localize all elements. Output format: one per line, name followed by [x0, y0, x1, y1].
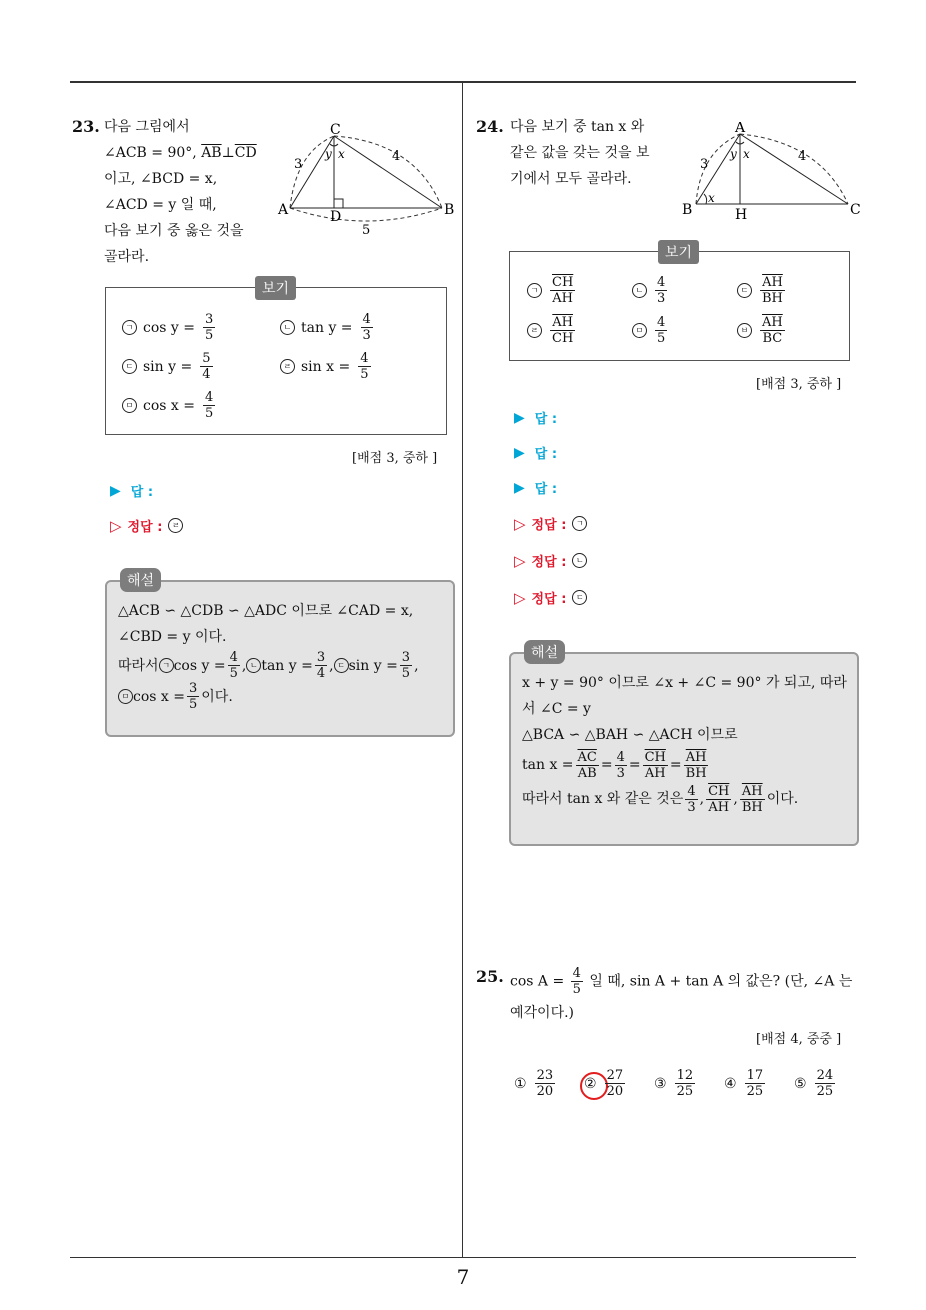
q23-angle-y: y: [325, 147, 332, 161]
fraction-numerator: 3: [401, 650, 411, 665]
fraction-numerator: $\overline{AH}$: [685, 749, 707, 765]
fraction-numerator: 27: [606, 1068, 624, 1083]
q23-angle-x: x: [338, 147, 345, 161]
haesol-text: ,: [733, 791, 738, 807]
q23-option-expr: sin y =: [143, 358, 193, 375]
q24-option-4: [527, 315, 577, 346]
q24-correct-answer-1: [514, 514, 587, 533]
haesol-line: [118, 681, 419, 712]
choice-number: ③: [654, 1075, 667, 1092]
q24-number: 24.: [476, 117, 504, 136]
q23-option-fraction: [358, 351, 370, 382]
outline-triangle-icon: ▷: [514, 551, 526, 570]
correct-mark: ㄷ: [572, 590, 587, 605]
q24-option-mark: ㄱ: [527, 283, 542, 298]
q23-option-fraction: [200, 351, 212, 382]
q24-option-mark: ㄹ: [527, 323, 542, 338]
page-number: 7: [456, 1265, 470, 1289]
fraction-numerator: 4: [616, 749, 625, 765]
q24-correct-answer-3: [514, 588, 587, 607]
q23-length-cb: 4: [392, 149, 401, 164]
fraction-numerator: $\overline{AH}$: [552, 315, 574, 330]
fraction-denominator: AH: [708, 799, 730, 815]
fraction-denominator: BH: [741, 799, 763, 815]
q23-option-mark: ㄷ: [122, 359, 137, 374]
q24-label-c: C: [850, 202, 861, 218]
q23-label-c: C: [330, 122, 341, 138]
fraction-denominator: 20: [536, 1084, 554, 1099]
haesol-fraction: [400, 650, 412, 681]
fraction-numerator: $\overline{AH}$: [762, 315, 783, 330]
haesol-fraction: [228, 650, 240, 681]
haesol-text: ,: [414, 657, 419, 674]
fraction-denominator: CH: [552, 331, 574, 346]
q25-score: [배점 4, 중중 ]: [756, 1032, 842, 1047]
haesol-mark: ㄴ: [246, 658, 261, 673]
q23-length-ac: 3: [294, 157, 303, 172]
haesol-line: [118, 650, 419, 681]
bottom-rule: [70, 1257, 856, 1258]
q24-line: 다음 보기 중 tan x 와: [510, 119, 645, 135]
haesol-line: △ACB ∽ △CDB ∽ △ADC 이므로 ∠CAD = x,: [118, 603, 414, 619]
fraction-numerator: $\overline{CH}$: [708, 783, 730, 799]
q24-triangle-figure: [680, 122, 864, 226]
q24-option-1: [527, 275, 577, 306]
correct-mark: ㄹ: [168, 518, 183, 533]
q23-line: 골라라.: [104, 249, 150, 265]
q23-seg-cd: $\overline{CD}$: [234, 145, 257, 161]
q23-option-mark: ㅁ: [122, 398, 137, 413]
haesol-text: tan x =: [522, 757, 574, 773]
haesol-line: 서 ∠C = y: [522, 701, 591, 717]
q24-option-5: [632, 315, 669, 346]
fraction-denominator: 5: [229, 666, 238, 681]
q23-length-ab: 5: [362, 223, 371, 238]
haesol-fraction: [315, 650, 327, 681]
fraction-denominator: 20: [606, 1084, 624, 1099]
haesol-text: tan y =: [261, 657, 313, 674]
q23-option-expr: tan y =: [301, 319, 353, 336]
fraction-numerator: 4: [657, 315, 666, 330]
answer-label: 답 :: [534, 482, 558, 497]
q25-fraction: [571, 966, 583, 997]
fraction-numerator: 4: [572, 966, 581, 981]
q24-angle-x-bottom: x: [708, 191, 715, 205]
q24-line: 기에서 모두 골라라.: [510, 171, 632, 187]
choice-fraction: [535, 1068, 556, 1099]
choice-number: ⑤: [794, 1075, 807, 1092]
q23-line2-prefix: ∠ACB = 90°,: [104, 145, 202, 161]
fraction-numerator: 4: [360, 351, 369, 366]
fraction-denominator: 4: [316, 666, 326, 681]
q23-line: 다음 그림에서: [104, 119, 190, 135]
q23-line: [104, 140, 257, 166]
q23-correct-answer: [110, 516, 183, 535]
haesol-fraction: [187, 681, 199, 712]
fraction-numerator: $\overline{CH}$: [644, 749, 666, 765]
q23-option-fraction: [361, 312, 373, 343]
fraction-numerator: 3: [316, 650, 326, 665]
q24-option-fraction: [550, 315, 575, 346]
haesol-mark: ㄱ: [159, 658, 174, 673]
haesol-text: 따라서: [118, 657, 159, 674]
q25-number: 25.: [476, 967, 504, 986]
fraction-numerator: 24: [816, 1068, 834, 1083]
fraction-numerator: 4: [362, 312, 371, 327]
haesol-text: ,: [699, 791, 705, 807]
play-triangle-icon: ▶: [514, 479, 525, 496]
fraction-numerator: 12: [676, 1068, 694, 1083]
fraction-numerator: $\overline{AH}$: [762, 275, 783, 290]
q24-option-fraction: [655, 315, 667, 346]
fraction-numerator: 4: [657, 275, 666, 290]
q23-triangle-figure: [276, 122, 460, 238]
haesol-text: sin y =: [348, 657, 398, 674]
fraction-denominator: 5: [360, 367, 369, 382]
correct-label: 정답 :: [127, 520, 163, 535]
q23-label-a: A: [278, 202, 289, 218]
fraction-numerator: $\overline{AH}$: [741, 783, 763, 799]
haesol-mark: ㅁ: [118, 689, 133, 704]
correct-mark: ㄴ: [572, 553, 587, 568]
perpendicular-symbol: ⊥: [221, 145, 235, 161]
q23-number: 23.: [72, 117, 100, 136]
q24-line: 같은 값을 갖는 것을 보: [510, 145, 650, 161]
q23-line: 이고, ∠BCD = x,: [104, 171, 218, 187]
q25-choice-1[interactable]: [514, 1068, 557, 1099]
fraction-numerator: $\overline{CH}$: [552, 275, 574, 290]
haesol-text: 따라서 tan x 와 같은 것은: [522, 791, 684, 807]
q24-label-h: H: [735, 207, 748, 223]
fraction-denominator: 3: [687, 799, 696, 815]
haesol-mark: ㄷ: [334, 658, 349, 673]
q24-text: [510, 114, 650, 192]
fraction-denominator: 4: [202, 367, 211, 382]
top-rule: [70, 81, 856, 83]
q23-seg-ab: $\overline{AB}$: [201, 145, 222, 161]
q24-option-fraction: [760, 275, 785, 306]
q24-haesol-label: 해설: [524, 640, 565, 664]
correct-mark: ㄱ: [572, 516, 587, 531]
play-triangle-icon: ▶: [110, 482, 121, 499]
q25-text: [510, 966, 852, 1026]
fraction-denominator: 25: [676, 1084, 694, 1099]
haesol-text: 이다.: [201, 688, 233, 705]
q24-label-b: B: [682, 202, 693, 218]
q23-option-5: [122, 390, 217, 421]
q24-option-2: [632, 275, 669, 306]
q23-text: [104, 114, 257, 270]
haesol-fraction: [615, 750, 627, 781]
fraction-denominator: 5: [205, 328, 214, 343]
q24-option-mark: ㅂ: [737, 323, 752, 338]
answer-label: 답 :: [534, 412, 558, 427]
q24-length-ac: 4: [798, 149, 807, 164]
q24-option-fraction: [760, 315, 785, 346]
q25-text-part: cos A =: [510, 973, 569, 990]
q23-haesol-label: 해설: [120, 568, 161, 592]
q23-haesol-text: [118, 598, 419, 712]
haesol-line: x + y = 90° 이므로 ∠x + ∠C = 90° 가 되고, 따라: [522, 675, 847, 691]
choice-number: ②: [584, 1075, 597, 1092]
fraction-denominator: AH: [644, 765, 666, 781]
fraction-denominator: 5: [188, 697, 198, 712]
q23-option-2: [280, 312, 375, 343]
choice-fraction: [605, 1068, 626, 1099]
q24-option-mark: ㄴ: [632, 283, 647, 298]
play-triangle-icon: ▶: [514, 409, 525, 426]
fraction-denominator: 5: [572, 982, 581, 997]
haesol-text: 이다.: [766, 791, 799, 807]
q25-choice-2[interactable]: [584, 1068, 627, 1099]
q23-label-d: D: [330, 209, 342, 225]
fraction-denominator: 3: [616, 765, 625, 781]
answer-label: 답 :: [130, 485, 154, 500]
q24-length-ab: 3: [700, 157, 709, 172]
fraction-denominator: BH: [685, 765, 707, 781]
fraction-numerator: 4: [204, 390, 214, 405]
q24-option-3: [737, 275, 787, 306]
q25-choice-4[interactable]: [724, 1068, 767, 1099]
fraction-denominator: 5: [204, 406, 214, 421]
fraction-denominator: AB: [577, 765, 597, 781]
q23-option-mark: ㄹ: [280, 359, 295, 374]
haesol-text: ,: [241, 657, 247, 674]
choice-fraction: [815, 1068, 836, 1099]
q25-choice-3[interactable]: [654, 1068, 697, 1099]
haesol-text: =: [600, 757, 613, 773]
outline-triangle-icon: ▷: [110, 516, 122, 535]
q23-option-expr: cos x =: [143, 397, 195, 414]
fraction-denominator: AH: [552, 291, 574, 306]
correct-label: 정답 :: [531, 518, 567, 533]
q23-option-4: [280, 351, 373, 382]
q24-angle-y: y: [730, 147, 737, 161]
haesol-text: =: [628, 757, 641, 773]
q24-option-fraction: [550, 275, 575, 306]
q25-line: [510, 966, 852, 1000]
choice-number: ①: [514, 1075, 527, 1092]
q24-correct-answer-2: [514, 551, 587, 570]
q23-label-b: B: [444, 202, 455, 218]
q23-option-expr: cos y =: [143, 319, 195, 336]
haesol-fraction: [706, 784, 731, 815]
q24-bogi-label: 보기: [658, 240, 699, 264]
q24-answer-field-3[interactable]: [514, 478, 557, 497]
q24-answer-field-2[interactable]: [514, 443, 557, 462]
q24-option-mark: ㅁ: [632, 323, 647, 338]
fraction-denominator: 3: [362, 328, 371, 343]
fraction-denominator: BC: [762, 331, 783, 346]
correct-label: 정답 :: [531, 592, 567, 607]
column-divider: [462, 82, 463, 1258]
haesol-fraction: [684, 750, 709, 781]
play-triangle-icon: ▶: [514, 444, 525, 461]
haesol-text: =: [669, 757, 682, 773]
q23-line: 다음 보기 중 옳은 것을: [104, 223, 244, 239]
answer-label: 답 :: [534, 447, 558, 462]
haesol-fraction: [740, 784, 765, 815]
q23-option-expr: sin x =: [301, 358, 351, 375]
haesol-fraction: [685, 784, 697, 815]
q24-label-a: A: [735, 122, 746, 136]
haesol-text: cos y =: [173, 657, 226, 674]
fraction-numerator: 3: [188, 681, 198, 696]
choice-fraction: [675, 1068, 696, 1099]
q24-haesol-text: [522, 670, 847, 816]
fraction-numerator: 17: [746, 1068, 764, 1083]
q25-text-part: 일 때, sin A + tan A 의 값은? (단, ∠A 는: [589, 973, 853, 990]
q23-bogi-label: 보기: [255, 276, 296, 300]
fraction-denominator: 5: [657, 331, 666, 346]
outline-triangle-icon: ▷: [514, 514, 526, 533]
q24-angle-x-top: x: [743, 147, 750, 161]
haesol-text: ,: [329, 657, 334, 674]
q24-option-fraction: [655, 275, 667, 306]
fraction-numerator: 4: [229, 650, 238, 665]
choice-number: ④: [724, 1075, 737, 1092]
q23-line: ∠ACD = y 일 때,: [104, 197, 217, 213]
fraction-numerator: 3: [205, 312, 214, 327]
haesol-line: [522, 748, 847, 782]
q23-option-1: [122, 312, 217, 343]
q23-option-fraction: [203, 312, 215, 343]
fraction-numerator: 5: [202, 351, 211, 366]
fraction-numerator: 4: [687, 783, 696, 799]
correct-label: 정답 :: [531, 555, 567, 570]
fraction-numerator: $\overline{AC}$: [577, 749, 597, 765]
haesol-line: [522, 782, 847, 816]
q24-option-6: [737, 315, 787, 346]
haesol-text: cos x =: [133, 688, 185, 705]
outline-triangle-icon: ▷: [514, 588, 526, 607]
q23-option-mark: ㄴ: [280, 320, 295, 335]
fraction-denominator: 3: [657, 291, 666, 306]
fraction-numerator: 23: [536, 1068, 554, 1083]
fraction-denominator: 25: [816, 1084, 834, 1099]
fraction-denominator: 5: [401, 666, 411, 681]
q23-option-mark: ㄱ: [122, 320, 137, 335]
q25-choice-5[interactable]: [794, 1068, 837, 1099]
haesol-line: △BCA ∽ △BAH ∽ △ACH 이므로: [522, 727, 738, 743]
q24-score: [배점 3, 중하 ]: [756, 377, 842, 392]
fraction-denominator: BH: [762, 291, 783, 306]
q25-line: 예각이다.): [510, 1005, 575, 1021]
q23-option-fraction: [203, 390, 215, 421]
q24-answer-field-1[interactable]: [514, 408, 557, 427]
choice-fraction: [745, 1068, 766, 1099]
haesol-fraction: [643, 750, 668, 781]
q23-score: [배점 3, 중하 ]: [352, 451, 438, 466]
fraction-denominator: 25: [746, 1084, 764, 1099]
haesol-line: ∠CBD = y 이다.: [118, 629, 227, 645]
q23-option-3: [122, 351, 215, 382]
q23-answer-field[interactable]: [110, 481, 153, 500]
haesol-fraction: [576, 750, 599, 781]
q24-option-mark: ㄷ: [737, 283, 752, 298]
